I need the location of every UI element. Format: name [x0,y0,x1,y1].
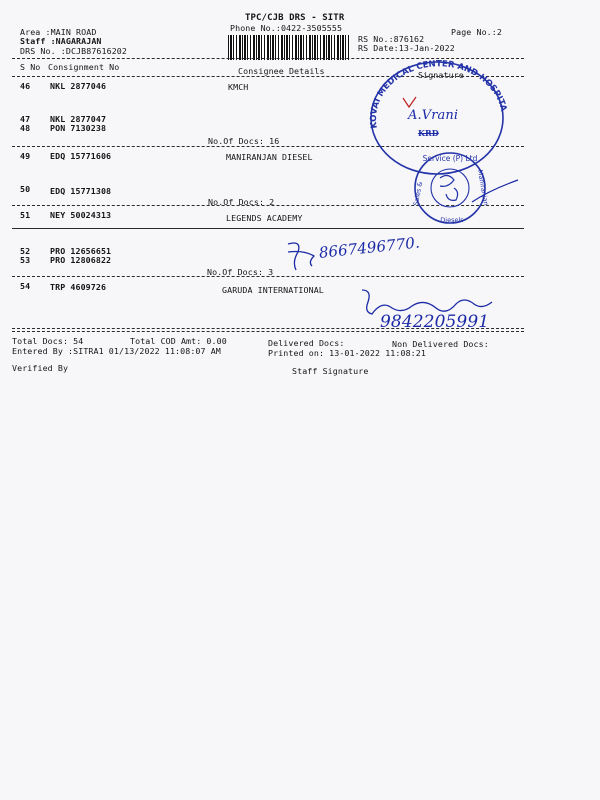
rs-date: RS Date:13-Jan-2022 [358,43,455,53]
row-consignment: PRO 12806822 [50,255,112,265]
handwritten-signature: A.Vrani [408,108,459,123]
row-consignee: GARUDA INTERNATIONAL [222,285,324,295]
row-consignment: PRO 12656651 [50,246,112,256]
stamp-text: Sales & [411,180,425,207]
row-consignment: NKL 2877046 [50,81,107,91]
row-sno: 48 [20,123,31,133]
row-sno: 53 [20,255,31,265]
doc-count: No.Of Docs: 16 [208,136,280,146]
handwritten-phone: 8667496770. [318,233,421,262]
row-consignment: PON 7130238 [50,123,107,133]
row-consignment: TRP 4609726 [50,282,107,292]
col-sno: S No [20,62,41,72]
barcode [228,35,350,60]
stamp-text: Diesels [440,216,464,224]
staff-label: Staff :NAGARAJAN [20,36,102,46]
staff-signature-label: Staff Signature [292,366,369,376]
row-sno: 52 [20,246,31,256]
row-sno: 54 [20,281,31,291]
row-sno: 49 [20,151,31,161]
area-label: Area :MAIN ROAD [20,27,97,37]
handwritten-initials: KRD [418,128,439,138]
pen-stroke [470,176,520,206]
total-cod-amount: Total COD Amt: 0.00 [130,336,227,346]
total-docs: Total Docs: 54 [12,336,84,346]
doc-count: No.Of Docs: 3 [207,267,274,277]
stamp-text: Service (P) Ltd [422,154,478,163]
non-delivered-docs: Non Delivered Docs: [392,339,489,349]
col-signature: Signature [418,70,464,80]
verified-by: Verified By [12,363,69,373]
page-number: Page No.:2 [451,27,502,37]
group-divider [12,228,524,229]
stamp-text: Maniranjan [475,169,491,207]
page-title: TPC/CJB DRS - SITR [245,13,345,23]
entered-by: Entered By :SITRA1 01/13/2022 11:08:07 AM [12,346,221,356]
delivered-docs: Delivered Docs: [268,338,345,348]
row-sno: 51 [20,210,31,220]
phone-number: Phone No.:0422-3505555 [230,23,343,33]
printed-on: Printed on: 13-01-2022 11:08:21 [268,348,426,358]
row-sno: 46 [20,81,31,91]
row-consignment: EDQ 15771606 [50,151,112,161]
row-consignment: EDQ 15771308 [50,186,112,196]
rs-number: RS No.:876162 [358,34,425,44]
drs-number: DRS No. :DCJB87616202 [20,46,127,56]
row-consignee: LEGENDS ACADEMY [226,213,303,223]
doc-count: No.Of Docs: 2 [208,197,275,207]
row-consignee: MANIRANJAN DIESEL [226,152,313,162]
group-divider [12,276,524,277]
row-consignee: KMCH [228,82,249,92]
row-consignment: NEY 50024313 [50,210,112,220]
stamp-text: KOVAI MEDICAL CENTER AND HOSPITAL LTD [351,43,509,130]
row-consignment: NKL 2877047 [50,114,107,124]
handwritten-signature [282,240,322,274]
handwritten-mark [400,96,420,110]
row-sno: 47 [20,114,31,124]
handwritten-phone: 9842205991 [380,312,490,332]
col-consignee: Consignee Details [238,66,325,76]
row-sno: 50 [20,184,31,194]
col-consignment: Consignment No [48,62,120,72]
